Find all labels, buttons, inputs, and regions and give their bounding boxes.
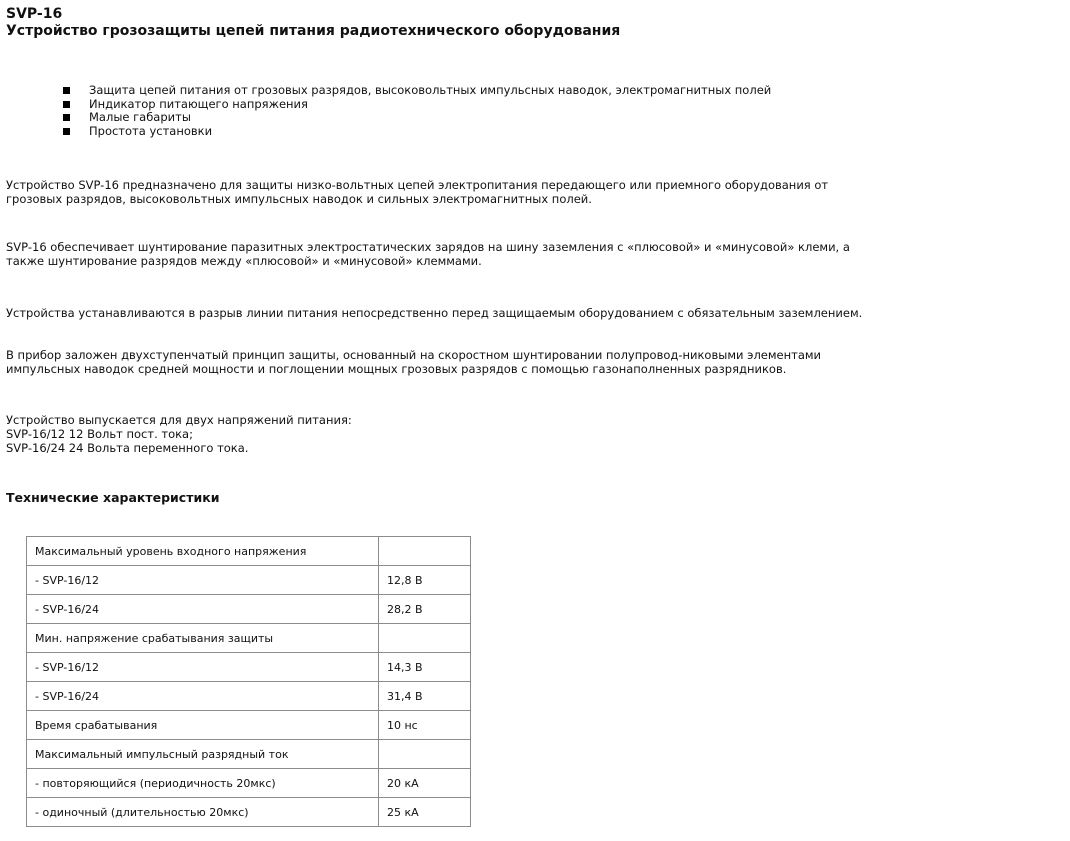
description-paragraph: SVP-16 обеспечивает шунтирование паразитных электростатических зарядов на шину заземления с «плюсовой» и «минусовой» клеми, а также шунтирование разрядов между «плюсовой» и «минусовой» клеммами. xyxy=(6,240,850,268)
specs-table xyxy=(26,536,471,827)
description-paragraph: Устройства устанавливаются в разрыв линии питания непосредственно перед защищаемым оборудованием с обязательным заземлением. xyxy=(6,306,863,320)
square-bullet-icon xyxy=(63,101,70,108)
spec-label: Мин. напряжение срабатывания защиты xyxy=(27,624,379,653)
spec-value: 14,3 В xyxy=(379,653,471,682)
feature-item xyxy=(63,84,771,98)
table-row xyxy=(27,798,471,827)
spec-value: 12,8 В xyxy=(379,566,471,595)
spec-value: 10 нс xyxy=(379,711,471,740)
table-row xyxy=(27,740,471,769)
table-row xyxy=(27,653,471,682)
feature-list xyxy=(63,84,771,138)
spec-value: 25 кА xyxy=(379,798,471,827)
spec-value xyxy=(379,740,471,769)
voltage-variants-paragraph: Устройство выпускается для двух напряжений питания: SVP-16/12 12 Вольт пост. тока; SVP-16/24 24 Вольта переменного тока. xyxy=(6,413,352,455)
feature-text: Малые габариты xyxy=(89,110,191,124)
table-row xyxy=(27,624,471,653)
description-paragraph: Устройство SVP-16 предназначено для защиты низко-вольтных цепей электропитания передающего или приемного оборудования от грозовых разрядов, высоковольтных импульсных наводок и сильных электромагнитных полей. xyxy=(6,178,829,206)
square-bullet-icon xyxy=(63,87,70,94)
spec-label: - SVP-16/24 xyxy=(27,682,379,711)
spec-label: - одиночный (длительностью 20мкс) xyxy=(27,798,379,827)
square-bullet-icon xyxy=(63,114,70,121)
table-row xyxy=(27,711,471,740)
spec-value xyxy=(379,624,471,653)
feature-item xyxy=(63,111,771,125)
product-code: SVP-16 xyxy=(6,6,63,22)
feature-text: Защита цепей питания от грозовых разрядов, высоковольтных импульсных наводок, электромагнитных полей xyxy=(89,83,772,97)
spec-label: - SVP-16/12 xyxy=(27,653,379,682)
spec-label: - SVP-16/12 xyxy=(27,566,379,595)
specs-heading: Технические характеристики xyxy=(6,490,220,505)
description-paragraph: В прибор заложен двухступенчатый принцип защиты, основанный на скоростном шунтировании полупровод-никовыми элементами импульсных наводок средней мощности и поглощении мощных грозовых разрядов с помощью газонаполненных разрядников. xyxy=(6,348,822,376)
table-row xyxy=(27,537,471,566)
spec-label: - SVP-16/24 xyxy=(27,595,379,624)
table-row xyxy=(27,566,471,595)
spec-label: Время срабатывания xyxy=(27,711,379,740)
spec-value: 20 кА xyxy=(379,769,471,798)
feature-item xyxy=(63,125,771,139)
square-bullet-icon xyxy=(63,128,70,135)
spec-value xyxy=(379,537,471,566)
feature-text: Простота установки xyxy=(89,123,213,138)
spec-value: 31,4 В xyxy=(379,682,471,711)
spec-label: Максимальный уровень входного напряжения xyxy=(27,537,379,566)
feature-item xyxy=(63,98,771,112)
table-row xyxy=(27,682,471,711)
table-row xyxy=(27,595,471,624)
spec-value: 28,2 В xyxy=(379,595,471,624)
spec-label: - повторяющийся (периодичность 20мкс) xyxy=(27,769,379,798)
spec-label: Максимальный импульсный разрядный ток xyxy=(27,740,379,769)
table-row xyxy=(27,769,471,798)
feature-text: Индикатор питающего напряжения xyxy=(89,96,308,111)
document-page xyxy=(6,6,1066,819)
product-title: Устройство грозозащиты цепей питания радиотехнического оборудования xyxy=(6,23,621,39)
